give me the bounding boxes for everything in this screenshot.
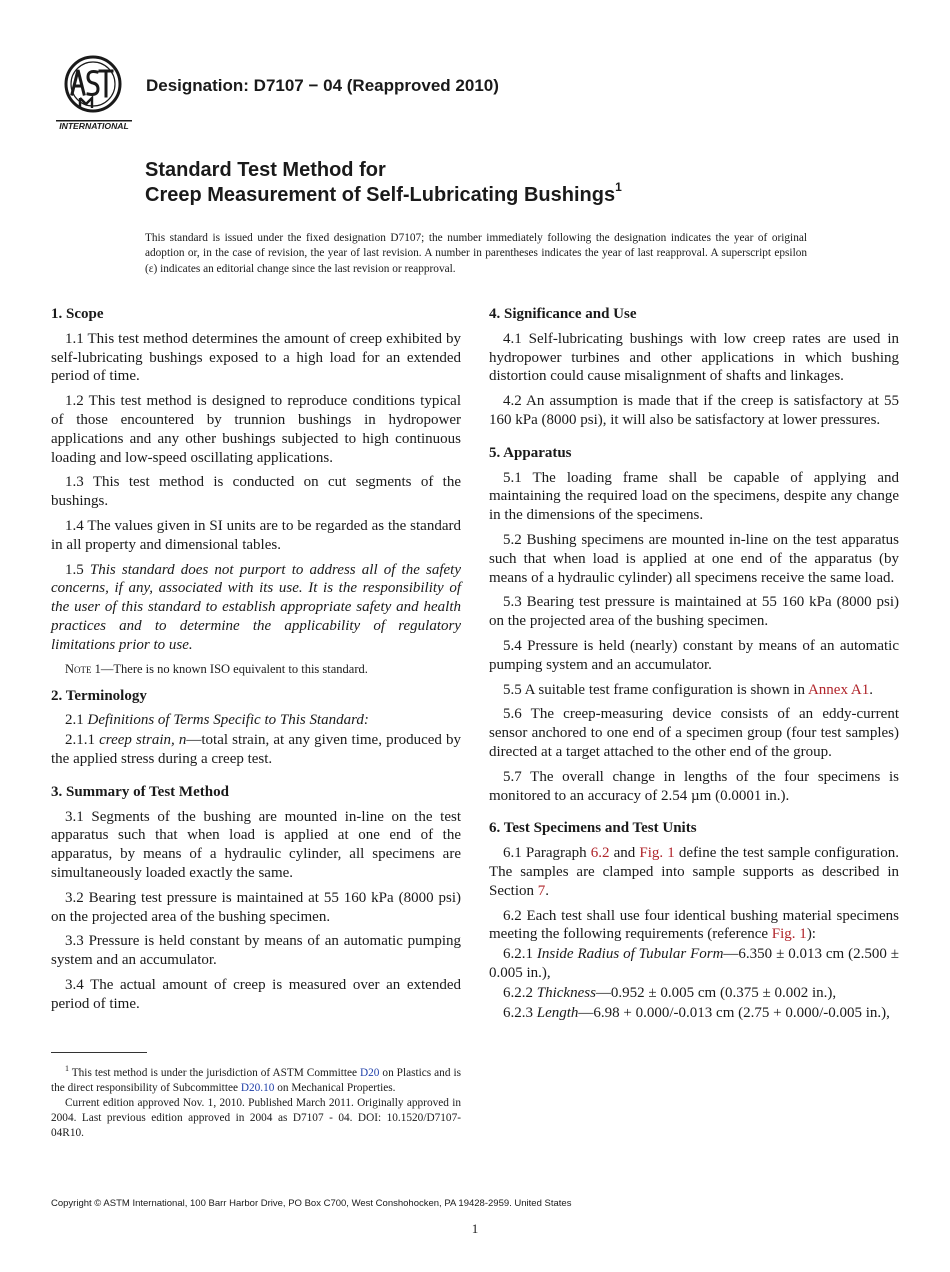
fig-1-link[interactable]: Fig. 1 (639, 845, 675, 862)
paragraph-3-2: 3.2 Bearing test pressure is maintained at 55 160 kPa (8000 psi) on the projected area of the bushing specimen. (51, 889, 461, 925)
paragraph-6-2-2: 6.2.2 Thickness—0.952 ± 0.005 cm (0.375 ± 0.002 in.), (503, 984, 837, 1001)
astm-international-logo-icon (50, 52, 136, 132)
paragraph-4-2: 4.2 An assumption is made that if the creep is satisfactory at 55 160 kPa (8000 psi), it will also be satisfactory at lower pressures. (489, 393, 899, 428)
paragraph-5-1: 5.1 The loading frame shall be capable of applying and maintaining the required load on the specimens, despite any change in the dimensions of the specimens. (489, 469, 899, 524)
designation: Designation: D7107 − 04 (Reapproved 2010) (146, 76, 499, 95)
note-1: Note 1—There is no known ISO equivalent to this standard. (65, 661, 368, 676)
paragraph-1-5: 1.5 This standard does not purport to address all of the safety concerns, if any, associated with its use. It is the responsibility of the user of this standard to establish appropriate safety and health practices and to determine the applicability of regulatory limitations prior to use. (51, 561, 462, 653)
svg-text:INTERNATIONAL: INTERNATIONAL (59, 121, 129, 131)
section-heading-significance: 4. Significance and Use (489, 306, 637, 322)
paragraph-5-6: 5.6 The creep-measuring device consists of an eddy-current sensor anchored to one end of a specimen group (four test samples) directed at a target attached to the other end of the group. (489, 706, 899, 760)
paragraph-1-4: 1.4 The values given in SI units are to be regarded as the standard in all property and dimensional tables. (51, 517, 461, 553)
footnote-divider (51, 1052, 147, 1053)
document-title (145, 158, 925, 208)
footnote-edition: Current edition approved Nov. 1, 2010. Published March 2011. Originally approved in 2004. Last previous edition approved in 2004 as D7107 - 04. DOI: 10.1520/D7107-04R10. (51, 1096, 461, 1139)
section-heading-terminology: 2. Terminology (51, 687, 147, 704)
paragraph-1-3: 1.3 This test method is conducted on cut segments of the bushings. (51, 474, 461, 510)
footnote-jurisdiction: $^1$ This test method is under the jurisdiction of ASTM Committee D20 on Plastics and is the direct responsibility of Subcommittee D20.10 on Mechanical Properties. (51, 1064, 461, 1094)
paragraph-5-5: 5.5 A suitable test frame configuration is shown in Annex A1. (503, 681, 873, 698)
paragraph-6-2-1: 6.2.1 Inside Radius of Tubular Form—6.350 ± 0.013 cm (2.500 ± 0.005 in.), (489, 946, 899, 981)
title-line-2: Creep Measurement of Self-Lubricating Bushings$^1$ (145, 180, 622, 206)
standard-notice: This standard is issued under the fixed designation D7107; the number immediately following the designation indicates the year of original adoption or, in the case of revision, the year of last revision. A number in parentheses indicates the year of last reapproval. A superscript epsilon (ε) indicates an editorial change since the last revision or reapproval. (145, 232, 807, 275)
paragraph-2-1: 2.1 Definitions of Terms Specific to This Standard: (65, 712, 369, 729)
paragraph-6-2-link[interactable]: 6.2 (590, 845, 610, 862)
astm-logo (50, 52, 136, 132)
paragraph-6-2-3: 6.2.3 Length—6.98 + 0.000/-0.013 cm (2.75 + 0.000/-0.005 in.), (503, 1004, 890, 1021)
paragraph-5-4: 5.4 Pressure is held (nearly) constant by means of an automatic pumping system and an accumulator. (489, 637, 899, 673)
left-column (51, 305, 461, 1020)
paragraph-5-3: 5.3 Bearing test pressure is maintained at 55 160 kPa (8000 psi) on the projected area of the bushing specimen. (489, 594, 899, 630)
paragraph-6-1: 6.1 Paragraph 6.2 and Fig. 1 define the test sample configuration. The samples are clamped into sample supports as described in Section 7. (489, 845, 899, 899)
annex-a1-link[interactable]: Annex A1 (807, 681, 870, 698)
subcommittee-d20-10-link[interactable]: D20.10 (240, 1081, 275, 1094)
section-7-link[interactable]: 7 (537, 882, 546, 899)
copyright-notice: Copyright © ASTM International, 100 Barr Harbor Drive, PO Box C700, West Conshohocken, PA 19428-2959. United States (51, 1198, 572, 1209)
section-heading-summary: 3. Summary of Test Method (51, 783, 229, 800)
title-footnote-mark: 1 (615, 180, 622, 195)
paragraph-5-2: 5.2 Bushing specimens are mounted in-line on the test apparatus such that when load is applied at one end of the apparatus (by means of a hydraulic cylinder) all specimens receive the same load. (489, 531, 899, 586)
title-line-1: Standard Test Method for (145, 159, 386, 181)
section-heading-scope: 1. Scope (51, 306, 104, 322)
page-number: 1 (471, 1221, 479, 1236)
paragraph-3-3: 3.3 Pressure is held constant by means of an automatic pumping system and an accumulator. (51, 933, 461, 969)
right-column (489, 305, 899, 1023)
committee-d20-link[interactable]: D20 (359, 1066, 380, 1079)
paragraph-1-1: 1.1 This test method determines the amount of creep exhibited by self-lubricating bushings exposed to a high load for an extended period of time. (51, 330, 461, 385)
section-heading-apparatus: 5. Apparatus (489, 444, 572, 461)
paragraph-4-1: 4.1 Self-lubricating bushings with low creep rates are used in hydropower turbines and other applications in which bushing distortion could cause misalignment of shafts and linkages. (489, 330, 899, 385)
paragraph-2-1-1: 2.1.1 creep strain, n—total strain, at any given time, produced by the applied stress during a creep test. (51, 732, 462, 767)
fig-1-reference-link[interactable]: Fig. 1 (771, 926, 807, 943)
paragraph-5-7: 5.7 The overall change in lengths of the four specimens is monitored to an accuracy of 2.54 µm (0.0001 in.). (489, 768, 899, 804)
paragraph-1-2: 1.2 This test method is designed to reproduce conditions typical of those encountered by trunnion bushings in hydropower applications and any other bushings subjected to high continuous loading and low-speed oscillating applications. (51, 393, 461, 466)
paragraph-6-2: 6.2 Each test shall use four identical bushing material specimens meeting the following requirements (reference Fig. 1): (489, 907, 899, 943)
paragraph-3-4: 3.4 The actual amount of creep is measured over an extended period of time. (51, 976, 461, 1012)
section-heading-specimens: 6. Test Specimens and Test Units (489, 820, 697, 837)
paragraph-3-1: 3.1 Segments of the bushing are mounted in-line on the test apparatus such that when load is applied at one end of the apparatus, by means of a hydraulic cylinder, all specimens are simultaneously loaded exactly the same. (51, 808, 461, 881)
footnote (51, 1061, 461, 1141)
